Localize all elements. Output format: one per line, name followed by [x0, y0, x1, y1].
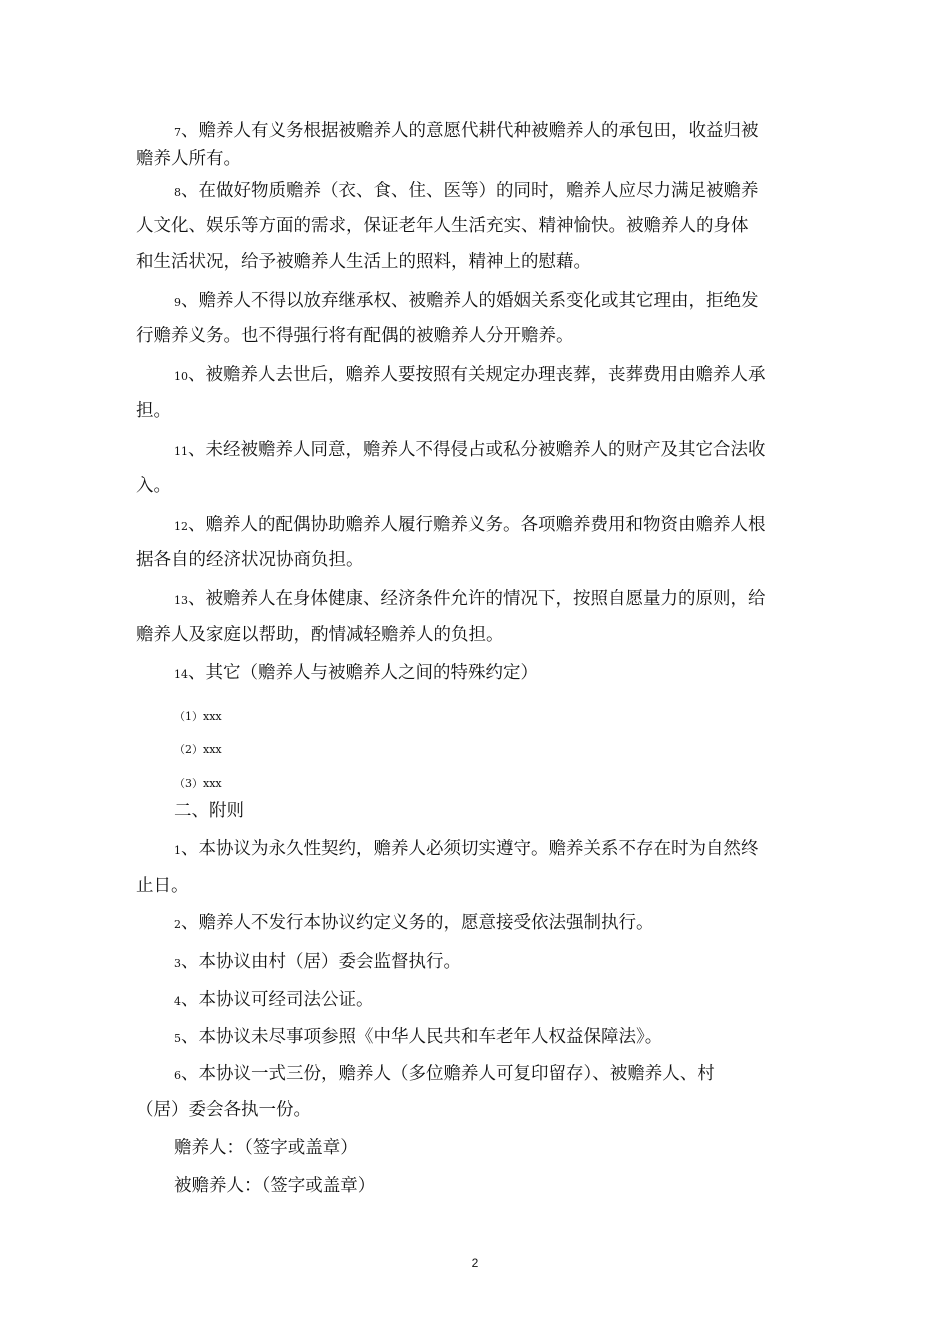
rule-4-line-1: 4、本协议可经司法公证。	[174, 990, 374, 1010]
rule-5-line-1: 5、本协议未尽事项参照《中华人民共和车老年人权益保障法》。	[174, 1027, 663, 1047]
clause-12-line-2: 据各自的经济状况协商负担。	[136, 550, 364, 570]
rule-6-line-2: （居）委会各执一份。	[136, 1100, 311, 1120]
sub-item-1: （1）xxx	[174, 710, 222, 723]
clause-7-line-2: 赡养人所有。	[136, 149, 241, 169]
clause-11-line-1: 11、未经被赡养人同意，赡养人不得侵占或私分被赡养人的财产及其它合法收	[174, 440, 766, 460]
clause-7-line-1: 7、赡养人有义务根据被赡养人的意愿代耕代种被赡养人的承包田，收益归被	[174, 121, 759, 141]
clause-13-line-1: 13、被赡养人在身体健康、经济条件允许的情况下，按照自愿量力的原则，给	[174, 589, 766, 609]
rule-1-line-1: 1、本协议为永久性契约，赡养人必须切实遵守。赡养关系不存在时为自然终	[174, 839, 759, 859]
clause-8-line-2: 人文化、娱乐等方面的需求，保证老年人生活充实、精神愉快。被赡养人的身体	[136, 216, 749, 236]
clause-8-line-1: 8、在做好物质赡养（衣、食、住、医等）的同时，赡养人应尽力满足被赡养	[174, 181, 759, 201]
clause-9-line-1: 9、赡养人不得以放弃继承权、被赡养人的婚姻关系变化或其它理由，拒绝发	[174, 291, 759, 311]
rule-2-line-1: 2、赡养人不发行本协议约定义务的，愿意接受依法强制执行。	[174, 913, 654, 933]
clause-14-line-1: 14、其它（赡养人与被赡养人之间的特殊约定）	[174, 663, 538, 683]
rule-6-line-1: 6、本协议一式三份，赡养人（多位赡养人可复印留存）、被赡养人、村	[174, 1064, 715, 1084]
clause-10-line-2: 担。	[136, 401, 171, 421]
clause-8-line-3: 和生活状况，给予被赡养人生活上的照料，精神上的慰藉。	[136, 252, 591, 272]
clause-12-line-1: 12、赡养人的配偶协助赡养人履行赡养义务。各项赡养费用和物资由赡养人根	[174, 515, 766, 535]
sub-item-3: （3）xxx	[174, 777, 222, 790]
page-number: 2	[471, 1256, 479, 1270]
signature-supported: 被赡养人：（签字或盖章）	[174, 1176, 376, 1196]
signature-supporter: 赡养人：（签字或盖章）	[174, 1138, 358, 1158]
clause-11-line-2: 入。	[136, 476, 171, 496]
section-title: 二、附则	[174, 801, 244, 821]
sub-item-2: （2）xxx	[174, 743, 222, 756]
clause-10-line-1: 10、被赡养人去世后，赡养人要按照有关规定办理丧葬，丧葬费用由赡养人承	[174, 365, 766, 385]
clause-13-line-2: 赡养人及家庭以帮助，酌情减轻赡养人的负担。	[136, 625, 504, 645]
rule-3-line-1: 3、本协议由村（居）委会监督执行。	[174, 952, 461, 972]
rule-1-line-2: 止日。	[136, 876, 189, 896]
clause-9-line-2: 行赡养义务。也不得强行将有配偶的被赡养人分开赡养。	[136, 326, 574, 346]
